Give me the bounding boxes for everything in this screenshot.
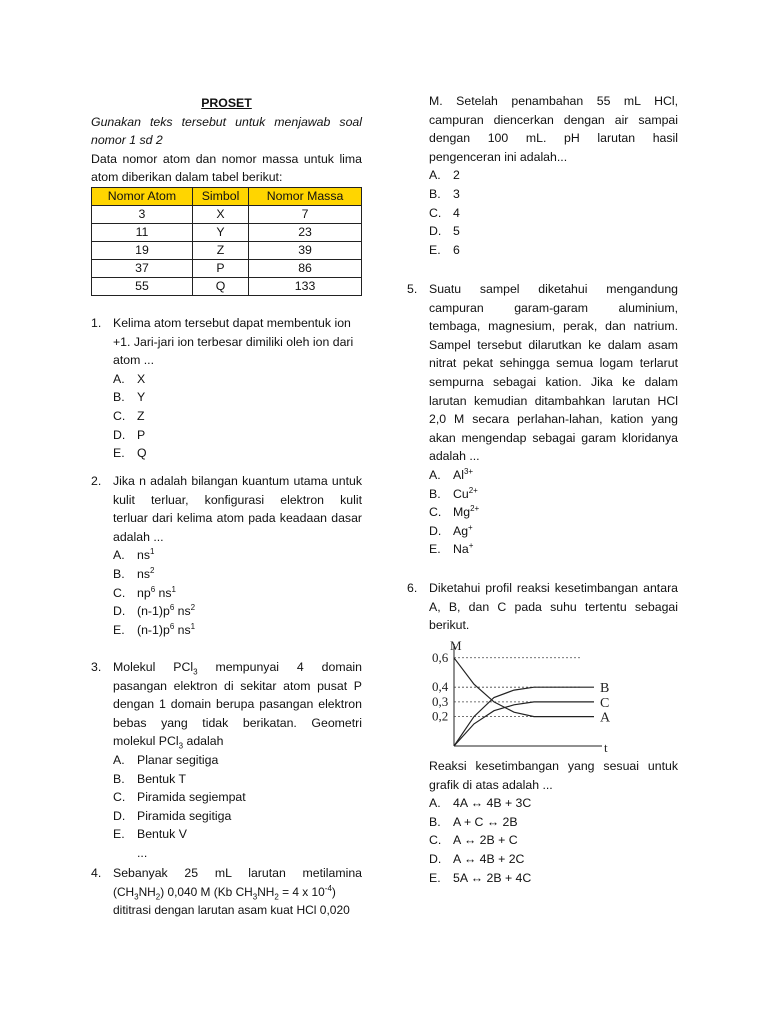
option-d: D. A ↔ 4B + 2C (429, 851, 525, 866)
intro-line-2: nomor 1 sd 2 (91, 133, 163, 148)
series-label-a: A (600, 710, 611, 726)
option-b: B. Bentuk T (113, 771, 186, 786)
option-c: C. $np^6$ $ns^1$ (113, 584, 176, 600)
option-e: E. $(n-1)p^6$ $ns^1$ (113, 621, 196, 637)
question-number: 6. (407, 581, 418, 595)
table-cell: Q (192, 278, 248, 296)
option-c: C. A ↔ 2B + C (429, 833, 518, 848)
option-a: A. 2 (429, 168, 460, 183)
table-header-row (92, 188, 362, 206)
question-text: A, B, dan C pada suhu tertentu sebagai (429, 599, 678, 614)
question-text: dititrasi dengan larutan asam kuat HCl 0,020 (113, 903, 350, 918)
table-cell: 55 (92, 278, 193, 296)
option-b: B. $Cu^{2+}$ (429, 485, 478, 501)
data-text-line-2: atom diberikan dalam tabel berikut: (91, 170, 283, 185)
question-text: larutan kemudian ditambahkan larutan HCl (429, 393, 678, 408)
option-b: B. A + C ↔ 2B (429, 814, 518, 829)
question-text: Sampel tersebut dilarutkan ke dalam asam (429, 337, 678, 352)
option-e: E. Bentuk V (113, 827, 187, 842)
table-cell: 3 (92, 206, 193, 224)
question-text: Suatu sampel diketahui mengandung (429, 282, 678, 296)
question-text: Molekul PCl$_3$ mempunyai 4 domain (113, 660, 362, 677)
question-text: berikut. (429, 618, 470, 633)
table-row (92, 278, 362, 296)
page-title: PROSET (201, 96, 252, 110)
intro-line-1: Gunakan teks tersebut untuk menjawab soal (91, 114, 362, 129)
y-axis-label: M (450, 638, 462, 653)
option-e: E. Na+ (429, 541, 474, 557)
option-a: A. $Al^{3+}$ (429, 466, 474, 482)
ellipsis: ... (137, 845, 148, 860)
data-text-line-1: Data nomor atom dan nomor massa untuk lima (91, 151, 362, 166)
question-number: 1. (91, 316, 102, 330)
option-a: A. X (113, 371, 146, 386)
question-text: tembaga, magnesium, perak, dan natrium. (429, 319, 678, 334)
table-row (92, 206, 362, 224)
question-text: Kelima atom tersebut dapat membentuk ion (113, 316, 351, 330)
option-e: E. Q (113, 446, 147, 461)
option-c: C. 4 (429, 205, 460, 220)
option-c: C. $Mg^{2+}$ (429, 504, 480, 520)
question-text: adalah ... (113, 529, 164, 544)
option-d: D. 5 (429, 224, 460, 239)
question-text: $(CH_3NH_2)$ 0,040 M (Kb $CH_3NH_2 = 4$ x $10^{-4}$) (113, 883, 336, 901)
option-e: E. 6 (429, 242, 460, 257)
table-cell: 133 (249, 278, 362, 296)
option-b: B. Y (113, 390, 146, 405)
table-header-cell: Nomor Atom (92, 188, 193, 206)
table-cell: X (192, 206, 248, 224)
series-label-c: C (600, 695, 610, 711)
y-tick-label: 0,3 (432, 693, 449, 709)
option-a: A. $ns^1$ (113, 547, 155, 563)
option-d: D. Piramida segitiga (113, 808, 232, 823)
y-tick-label: 0,6 (432, 649, 449, 665)
table-cell: 37 (92, 260, 193, 278)
question-text: Jika n adalah bilangan kuantum utama untuk (113, 474, 362, 488)
series-label-b: B (600, 681, 610, 697)
x-axis-label: t (604, 740, 608, 755)
question-number: 5. (407, 282, 418, 296)
question-text: +1. Jari-jari ion terbesar dimiliki oleh ion dari (113, 334, 354, 349)
question-text: pengenceran ini adalah... (429, 149, 568, 164)
left-header (91, 94, 362, 187)
question-text: Reaksi kesetimbangan yang sesuai untuk (429, 759, 678, 773)
table-cell: P (192, 260, 248, 278)
option-c: C. Z (113, 408, 145, 423)
question-text: akan mengendap sebagai garam kloridanya (429, 430, 678, 445)
option-d: D. $(n-1)p^6$ $ns^2$ (113, 603, 196, 619)
question-number: 3. (91, 660, 102, 674)
question-text: Diketahui profil reaksi kesetimbangan antara (429, 581, 678, 595)
equilibrium-chart (420, 636, 620, 756)
option-a: A. 4A ↔ 4B + 3C (429, 796, 532, 811)
question-text: campuran diencerkan dengan air sampai (429, 112, 678, 127)
option-b: B. 3 (429, 186, 460, 201)
question-text: sempurna sebagai kation. Jika ke dalam (429, 374, 678, 389)
question-text: atom ... (113, 353, 155, 368)
question-text: campuran garam-garam aluminium, (429, 300, 678, 315)
y-tick-label: 0,2 (432, 708, 449, 724)
option-e: E. 5A ↔ 2B + 4C (429, 870, 532, 885)
option-d: D. P (113, 427, 146, 442)
table-cell: 86 (249, 260, 362, 278)
question-number: 2. (91, 474, 102, 488)
table-header-cell: Nomor Massa (249, 188, 362, 206)
option-c: C. Piramida segiempat (113, 790, 246, 805)
table-cell: Z (192, 242, 248, 260)
table-cell: 39 (249, 242, 362, 260)
table-cell: Y (192, 224, 248, 242)
question-text: dengan 100 mL. pH larutan hasil (429, 131, 678, 146)
question-text: adalah ... (429, 449, 480, 464)
question-text: bebas yang tidak berikatan. Geometri (113, 715, 362, 730)
question-text: molekul PCl$_3$ adalah (113, 734, 224, 751)
atom-table (91, 187, 362, 296)
table-cell: 23 (249, 224, 362, 242)
question-number: 4. (91, 866, 102, 880)
y-tick-label: 0,4 (432, 679, 449, 695)
option-a: A. Planar segitiga (113, 752, 219, 767)
question-text: pasangan elektron di sekitar atom pusat P (113, 678, 362, 693)
table-cell: 11 (92, 224, 193, 242)
table-header-cell: Simbol (192, 188, 248, 206)
question-text: M. Setelah penambahan 55 mL HCl, (429, 94, 678, 108)
question-text: Sebanyak 25 mL larutan metilamina (113, 866, 362, 880)
question-text: dengan 1 domain berupa pasangan elektron (113, 697, 362, 712)
option-d: D. Ag+ (429, 522, 473, 538)
question-text: kulit terluar, konfigurasi elektron kulit (113, 492, 362, 507)
question-text: terluar dari kelima atom pada keadaan dasar (113, 511, 362, 526)
table-row (92, 224, 362, 242)
table-row (92, 242, 362, 260)
question-text: 2,0 M secara perlahan-lahan, kation yang (429, 412, 678, 427)
table-cell: 19 (92, 242, 193, 260)
question-text: grafik di atas adalah ... (429, 777, 553, 792)
question-text: nitrat pekat sehingga semua logam terlarut (429, 356, 678, 371)
series-line-c (454, 702, 594, 746)
table-row (92, 260, 362, 278)
table-cell: 7 (249, 206, 362, 224)
option-b: B. $ns^2$ (113, 565, 155, 581)
